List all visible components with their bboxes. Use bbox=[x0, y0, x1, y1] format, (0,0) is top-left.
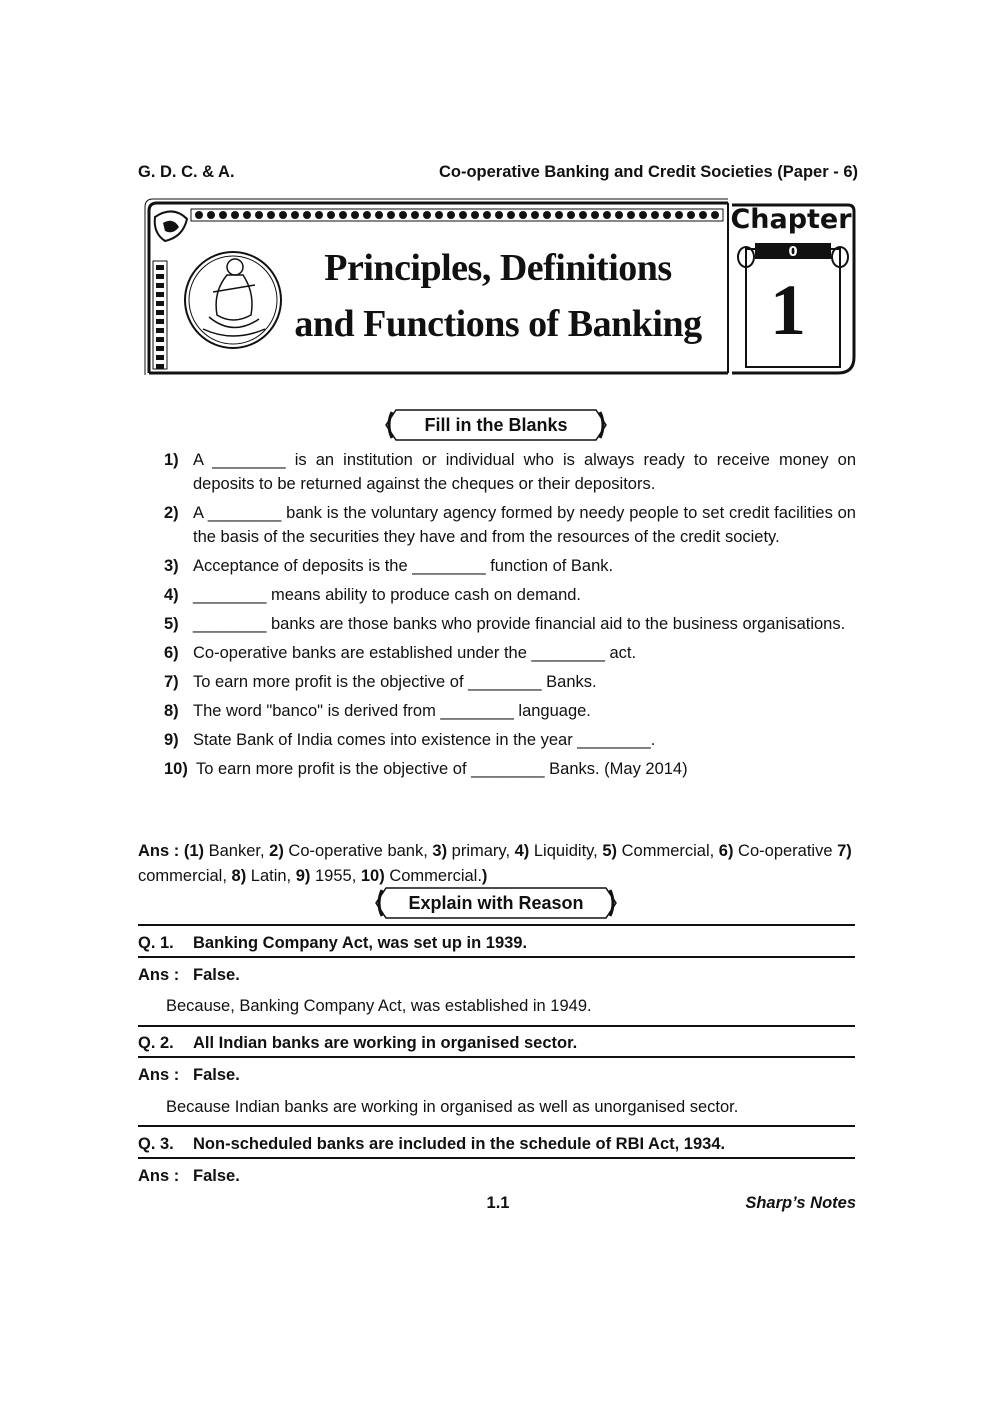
item-text: To earn more profit is the objective of ________ Banks. (May 2014) bbox=[196, 760, 688, 778]
answer-number: 8) bbox=[231, 867, 247, 885]
item-number: 3) bbox=[164, 557, 179, 575]
ornament-bar bbox=[156, 283, 164, 288]
ornament-dot bbox=[279, 211, 287, 219]
answer-row bbox=[138, 1064, 856, 1086]
ornament-bar bbox=[156, 292, 164, 297]
ornament-dot bbox=[531, 211, 539, 219]
answer-number: (1) bbox=[183, 842, 205, 860]
answer-value: commercial, bbox=[138, 867, 232, 885]
ornament-dot bbox=[603, 211, 611, 219]
answer-row bbox=[138, 1165, 856, 1187]
answer-value: Co-operative bbox=[733, 842, 838, 860]
ornament-bar bbox=[156, 328, 164, 333]
ornament-bar bbox=[156, 310, 164, 315]
item-number: 5) bbox=[164, 615, 179, 633]
answer-verdict: False. bbox=[193, 966, 240, 984]
ornament-dot bbox=[567, 211, 575, 219]
ornament-bar bbox=[156, 319, 164, 324]
question-row bbox=[138, 1032, 856, 1054]
answer-label: Ans : bbox=[138, 1167, 180, 1185]
answer-number: 6) bbox=[718, 842, 734, 860]
question-text: All Indian banks are working in organised sector. bbox=[193, 1034, 578, 1052]
list-item bbox=[160, 699, 856, 723]
chapter-label: Chapter bbox=[730, 204, 852, 235]
list-item bbox=[160, 757, 856, 781]
ornament-bar bbox=[156, 364, 164, 369]
page-number: 1.1 bbox=[486, 1194, 510, 1212]
item-number: 2) bbox=[164, 504, 179, 522]
list-item bbox=[160, 501, 856, 549]
ornament-dot bbox=[507, 211, 515, 219]
answer-number: 3) bbox=[432, 842, 448, 860]
running-header bbox=[138, 163, 858, 185]
divider bbox=[138, 1157, 855, 1159]
item-text: To earn more profit is the objective of ________ Banks. bbox=[193, 673, 597, 691]
answer-value: Commercial, bbox=[617, 842, 719, 860]
ornament-dot bbox=[351, 211, 359, 219]
ornament-dot bbox=[651, 211, 659, 219]
item-number: 9) bbox=[164, 731, 179, 749]
answer-explanation: Because, Banking Company Act, was established in 1949. bbox=[166, 997, 592, 1015]
ornament-bar bbox=[156, 337, 164, 342]
ornament-dot bbox=[243, 211, 251, 219]
answer-number: 4) bbox=[514, 842, 530, 860]
section-heading-fill-blanks bbox=[384, 408, 608, 442]
ornament-dot bbox=[267, 211, 275, 219]
list-item bbox=[160, 448, 856, 496]
ornament-dot bbox=[675, 211, 683, 219]
answer-label: Ans : bbox=[138, 966, 180, 984]
ornament-dot bbox=[387, 211, 395, 219]
question-number: Q. 2. bbox=[138, 1034, 174, 1052]
chapter-number: 1 bbox=[770, 270, 806, 350]
item-text: The word "banco" is derived from ________ language. bbox=[193, 702, 591, 720]
answer-number: 2) bbox=[269, 842, 284, 860]
ornament-dot bbox=[423, 211, 431, 219]
question-number: Q. 3. bbox=[138, 1135, 174, 1153]
fill-blanks-answers bbox=[138, 839, 856, 889]
divider bbox=[138, 924, 855, 926]
saraswati-emblem-icon bbox=[185, 252, 281, 348]
ornament-dot bbox=[291, 211, 299, 219]
answer-value: Liquidity, bbox=[529, 842, 603, 860]
ornament-dot bbox=[495, 211, 503, 219]
chapter-title-line2: and Functions of Banking bbox=[294, 303, 702, 345]
section-heading-label: Explain with Reason bbox=[408, 893, 584, 913]
section-heading-explain-reason bbox=[374, 886, 618, 920]
ornament-bar bbox=[156, 274, 164, 279]
answer-number: ) bbox=[481, 867, 488, 885]
answer-verdict: False. bbox=[193, 1167, 240, 1185]
answer-number: 10) bbox=[360, 867, 385, 885]
ornament-dot bbox=[315, 211, 323, 219]
ornament-dot bbox=[327, 211, 335, 219]
ornament-dot bbox=[195, 211, 203, 219]
list-item bbox=[160, 641, 856, 665]
answer-verdict: False. bbox=[193, 1066, 240, 1084]
ornament-dot bbox=[459, 211, 467, 219]
item-text: A ________ is an institution or individual who is always ready to receive money on deposits to be returned against the cheques or their depositors. bbox=[193, 451, 856, 493]
answer-value: primary, bbox=[447, 842, 515, 860]
ornament-dot bbox=[435, 211, 443, 219]
answer-value: Banker, bbox=[204, 842, 270, 860]
answers-label: Ans : bbox=[138, 842, 180, 860]
question-row bbox=[138, 1133, 856, 1155]
item-number: 4) bbox=[164, 586, 179, 604]
ornament-dot bbox=[219, 211, 227, 219]
header-course-code: G. D. C. & A. bbox=[138, 163, 235, 181]
question-text: Banking Company Act, was set up in 1939. bbox=[193, 934, 528, 952]
divider bbox=[138, 1056, 855, 1058]
ornament-dot bbox=[411, 211, 419, 219]
ornament-dot bbox=[555, 211, 563, 219]
ornament-dot bbox=[615, 211, 623, 219]
ornament-dot bbox=[231, 211, 239, 219]
ornament-dot bbox=[699, 211, 707, 219]
ornament-border-top bbox=[191, 209, 723, 221]
item-text: Co-operative banks are established under the ________ act. bbox=[193, 644, 637, 662]
ornament-bar bbox=[156, 346, 164, 351]
list-item bbox=[160, 728, 856, 752]
ornament-dot bbox=[399, 211, 407, 219]
list-item bbox=[160, 554, 856, 578]
item-text: ________ means ability to produce cash on demand. bbox=[193, 586, 582, 604]
ornament-bar bbox=[156, 265, 164, 270]
divider bbox=[138, 1125, 855, 1127]
list-item bbox=[160, 583, 856, 607]
question-text: Non-scheduled banks are included in the schedule of RBI Act, 1934. bbox=[193, 1135, 726, 1153]
divider bbox=[138, 956, 855, 958]
ornament-dot bbox=[483, 211, 491, 219]
svg-text:0: 0 bbox=[788, 245, 798, 260]
ornament-dot bbox=[339, 211, 347, 219]
publisher-brand: Sharp’s Notes bbox=[745, 1194, 856, 1212]
item-number: 1) bbox=[164, 451, 179, 469]
ornament-dot bbox=[303, 211, 311, 219]
ornament-dot bbox=[639, 211, 647, 219]
answer-number: 7) bbox=[837, 842, 852, 860]
answer-explanation: Because Indian banks are working in organised as well as unorganised sector. bbox=[166, 1098, 739, 1116]
ornament-dot bbox=[591, 211, 599, 219]
ornament-dot bbox=[687, 211, 695, 219]
ornament-dot bbox=[663, 211, 671, 219]
answer-number: 9) bbox=[295, 867, 311, 885]
ornament-dot bbox=[579, 211, 587, 219]
ornament-dot bbox=[711, 211, 719, 219]
chapter-title-line1: Principles, Definitions bbox=[324, 247, 672, 289]
item-text: ________ banks are those banks who provide financial aid to the business organisations. bbox=[193, 615, 846, 633]
item-text: State Bank of India comes into existence in the year ________. bbox=[193, 731, 656, 749]
item-text: Acceptance of deposits is the ________ function of Bank. bbox=[193, 557, 614, 575]
fill-in-blanks-list bbox=[160, 448, 856, 786]
header-paper-title: Co-operative Banking and Credit Societies (Paper - 6) bbox=[438, 163, 858, 181]
ornament-dot bbox=[543, 211, 551, 219]
answer-value: Commercial. bbox=[384, 867, 482, 885]
answer-label: Ans : bbox=[138, 1066, 180, 1084]
answer-value: 1955, bbox=[310, 867, 361, 885]
answer-value: Co-operative bank, bbox=[283, 842, 433, 860]
ornament-dot bbox=[519, 211, 527, 219]
ornament-dot bbox=[627, 211, 635, 219]
ornament-bar bbox=[156, 301, 164, 306]
item-number: 10) bbox=[164, 760, 188, 778]
item-number: 6) bbox=[164, 644, 179, 662]
chapter-title bbox=[278, 240, 718, 352]
question-number: Q. 1. bbox=[138, 934, 174, 952]
ornament-dot bbox=[255, 211, 263, 219]
answer-value: Latin, bbox=[246, 867, 296, 885]
answer-row bbox=[138, 964, 856, 986]
ornament-dot bbox=[375, 211, 383, 219]
answer-number: 5) bbox=[602, 842, 618, 860]
ornament-dot bbox=[471, 211, 479, 219]
ornament-dot bbox=[363, 211, 371, 219]
item-number: 7) bbox=[164, 673, 179, 691]
ornament-bar bbox=[156, 355, 164, 360]
ornament-dot bbox=[447, 211, 455, 219]
question-row bbox=[138, 932, 856, 954]
item-number: 8) bbox=[164, 702, 179, 720]
section-heading-label: Fill in the Blanks bbox=[424, 415, 568, 435]
ornament-dot bbox=[207, 211, 215, 219]
list-item bbox=[160, 670, 856, 694]
divider bbox=[138, 1025, 855, 1027]
list-item bbox=[160, 612, 856, 636]
item-text: A ________ bank is the voluntary agency formed by needy people to set credit facilities on the basis of the securities they have and from the resources of the credit society. bbox=[193, 504, 856, 546]
